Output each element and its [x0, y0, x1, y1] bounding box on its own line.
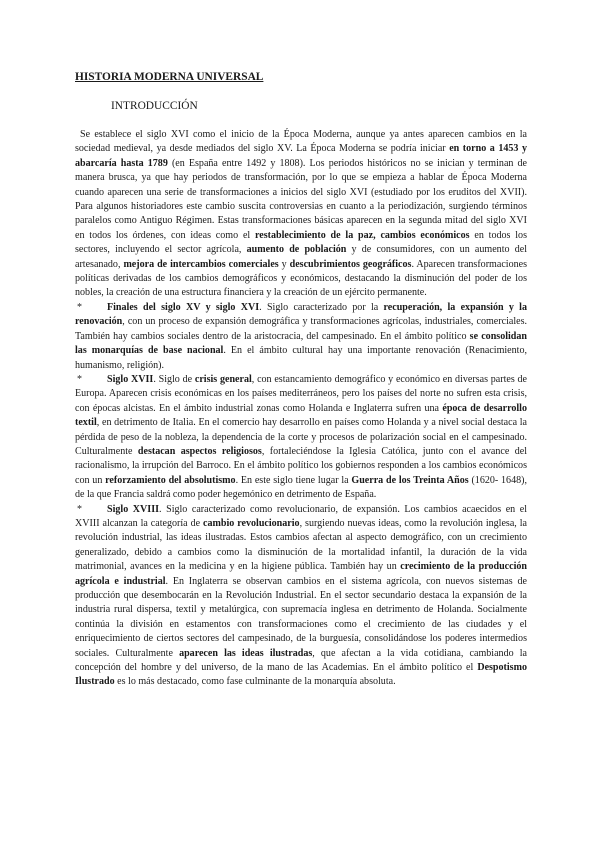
item-run: . Siglo de [153, 373, 195, 385]
intro-run: . Aparecen transformaciones políticas derivadas de los cambios demográficos y económicos, destacando la disminución del poder de los nobles, la creación de una estructura financiera y la creación de un ejército permanente. [75, 258, 527, 299]
item-run: es lo más destacado, como fase culminante de la monarquía absoluta. [114, 676, 396, 688]
bullet-marker: * [77, 373, 83, 385]
item-run: . Siglo caracterizado por la [259, 301, 384, 313]
item-run-bold: época de desarrollo textil [75, 402, 527, 429]
intro-run: y [278, 258, 290, 270]
item-run: . En Inglaterra se observan cambios en el sistema agrícola, con nuevos sistemas de producción que desembocarán en la Revolución Industrial. En el sector secundario destaca la expansión de la industria rural dispersa, textil y metalúrgica, con supremacía inglesa en detrimento de Holanda. Socialmente continúa la división en estamentos con transformaciones como el crecimiento de las ciudades y el enriquecimiento de ciertos sectores del campesinado, de la burguesía, consolidándose los poderes intermedios sociales. Culturalmente [75, 575, 527, 659]
item-run-bold: cambio revolucionario [203, 517, 300, 529]
item-run: , con estancamiento demográfico y económico en diversas partes de Europa. Aparecen crisis económicas en los países mediterráneos, pero los países del norte no sufren esta crisis, con épocas alcistas. En el ámbito industrial zonas como Holanda e Inglaterra sufren una [75, 373, 527, 414]
item-run-bold: Finales del siglo XV y siglo XVI [107, 301, 260, 313]
intro-run: (en España entre 1492 y 1808). Los periodos históricos no se inician y terminan de manera brusca, ya que hay periodos de transformación, por lo que se empieza a hablar de Época Moderna cuando aparecen una serie de transformaciones a inicios del siglo XVI (estudiado por los eruditos del XVII). Para algunos historiadores este cambio suscita controversias en cuanto a la periodización, surgiendo términos paralelos como Antiguo Régimen. Estas transformaciones básicas aparecen en la segunda mitad del siglo XVI en todos los órdenes, con ideas como el [75, 157, 528, 241]
intro-run: y de consumidores, con un aumento del artesanado, [75, 244, 527, 270]
intro-run-bold: aumento de población [246, 244, 347, 256]
item-run-bold: reforzamiento del absolutismo [105, 474, 236, 486]
item-run-bold: Guerra de los Treinta Años [351, 474, 469, 486]
item-run-bold: crecimiento de la producción agrícola e industrial [75, 561, 527, 587]
intro-run-bold: descubrimientos geográficos [289, 258, 412, 270]
item-run-bold: Despotismo Ilustrado [75, 662, 527, 688]
item-run: . Siglo caracterizado como revolucionario, de expansión. Los cambios acaecidos en el XVIII alcanzan la categoría de [75, 503, 527, 529]
list-item-siglo-xviii [75, 503, 527, 690]
item-run: , que afectan a la vida cotidiana, cambiando la concepción del hombre y del universo, de la mano de las Academias. En el ámbito político el [75, 647, 527, 674]
intro-run: en todos los sectores, incluyendo el sector agrícola, [75, 229, 527, 256]
intro-paragraph [75, 128, 527, 301]
item-run: (1620- 1648), de la que Francia saldrá como poder hegemónico en detrimento de España. [75, 474, 527, 501]
intro-run-bold: restablecimiento de la paz, cambios económicos [255, 229, 470, 241]
item-run: . En este siglo tiene lugar la [235, 474, 352, 486]
item-run: , fortaleciéndose la Iglesia Católica, junto con el avance del racionalismo, la irrupción del Barroco. En el ámbito político los gobiernos responden a los cambios económicos con un [75, 445, 527, 486]
list-item-siglo-xvi [75, 301, 527, 373]
item-run-bold: Siglo XVII [107, 373, 154, 385]
section-heading-introduccion: INTRODUCCIÓN [111, 100, 198, 112]
document-title: HISTORIA MODERNA UNIVERSAL [75, 71, 264, 83]
item-run-bold: se consolidan las monarquías de base nacional [75, 330, 527, 357]
item-run-bold: crisis general [194, 373, 252, 385]
intro-run-bold: en torno a 1453 y abarcaría hasta 1789 [75, 143, 527, 169]
bullet-marker: * [77, 503, 83, 515]
intro-run: Se establece el siglo XVI como el inicio de la Época Moderna, aunque ya antes aparecen cambios en la sociedad medieval, ya desde mediados del siglo XV. La Época Moderna se podría iniciar [75, 129, 527, 155]
item-run-bold: recuperación, la expansión y la renovación [75, 301, 527, 328]
list-item-siglo-xvii [75, 373, 527, 503]
item-run: , surgiendo nuevas ideas, como la revolución inglesa, la revolución industrial, las ideas ilustradas. Estos cambios afectan al aspecto demográfico, con un crecimiento generalizado, debido a cambios como la disminución de la mortalidad infantil, la duración de la vida matrimonial, avances en la medicina y en la higiene pública. También hay un [75, 517, 528, 573]
item-run: . En el ámbito cultural hay una importante renovación (Renacimiento, humanismo, religión). [75, 345, 527, 371]
item-run-bold: destacan aspectos religiosos [137, 445, 262, 457]
item-run-bold: Siglo XVIII [107, 503, 160, 515]
item-run: , con un proceso de expansión demográfica y transformaciones agrícolas, industriales, comerciales. También hay cambios sociales dentro de la aristocracia, del campesinado. En el ámbito político [75, 316, 527, 342]
document-page [75, 70, 527, 690]
intro-run-bold: mejora de intercambios comerciales [123, 258, 279, 270]
item-run: , en detrimento de Italia. En el comercio hay desarrollo en países como Holanda y a nivel social destaca la pérdida de peso de la nobleza, la dependencia de la corte y procesos de polarización social en el campesinado. Culturalmente [75, 417, 527, 457]
bullet-marker: * [77, 301, 83, 313]
item-run-bold: aparecen las ideas ilustradas [179, 647, 313, 659]
